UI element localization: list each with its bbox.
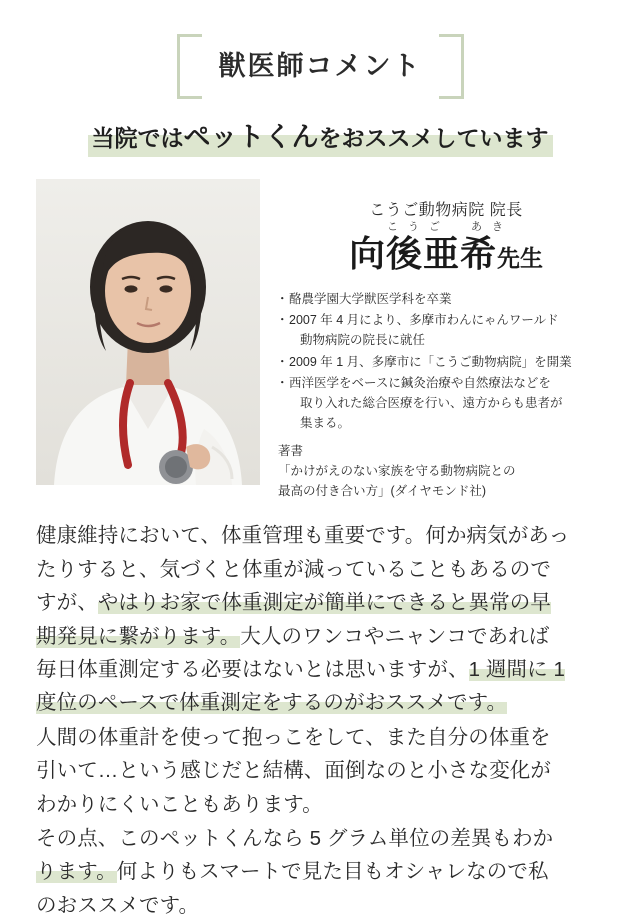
profile-section <box>0 179 640 501</box>
bio-item <box>278 310 614 351</box>
bracket-right-icon <box>439 34 464 99</box>
books-title-line2: 最高の付き合い方」(ダイヤモンド社) <box>278 484 487 499</box>
books-title-line1: 「かけがえのない家族を守る動物病院との <box>278 463 516 478</box>
subtitle-suffix: をおススメしています <box>318 125 549 151</box>
doctor-name-furigana: こうご あき <box>387 221 513 234</box>
doctor-portrait-illustration <box>36 179 260 485</box>
comment-body <box>0 519 640 922</box>
doctor-name-suffix: 先生 <box>497 245 543 272</box>
line: のおススメです。 <box>36 893 200 917</box>
bio-item <box>278 373 614 434</box>
subtitle-emphasis: ペットくん <box>183 122 319 152</box>
line: わかりにくいこともあります。 <box>36 792 323 816</box>
line-highlight: ります。 <box>36 860 117 884</box>
books-block <box>278 441 614 502</box>
line: 人間の体重計を使って抱っこをして、また自分の体重を <box>36 725 551 749</box>
page-title-text: 獣医師コメント <box>218 51 422 81</box>
paragraph-3 <box>36 822 606 922</box>
paragraph-2 <box>36 721 606 821</box>
subtitle-prefix: 当院では <box>91 125 184 151</box>
line-highlight: 度位のペースで体重測定をするのがおススメです。 <box>36 691 508 715</box>
doctor-bio <box>278 289 614 502</box>
line: たりすると、気づくと体重が減っていることもあるので <box>36 557 551 581</box>
line: 毎日体重測定する必要はないとは思いますが、 <box>36 657 469 681</box>
bio-item-text: 酪農学園大学獣医学科を卒業 <box>289 291 452 306</box>
bio-item-continuation: 取り入れた総合医療を行い、遠方からも患者が <box>300 396 563 411</box>
header <box>0 0 640 93</box>
bio-item-text: 西洋医学をベースに鍼灸治療や自然療法などを <box>289 375 551 390</box>
line: 引いて…という感じだと結構、面倒なのと小さな変化が <box>36 759 551 783</box>
doctor-name-text: 向後亜希 <box>348 233 497 275</box>
line: 大人のワンコやニャンコであれば <box>240 624 550 648</box>
clinic-role: こうご動物病院 院長 <box>369 202 523 220</box>
subtitle-row <box>0 119 640 157</box>
doctor-name <box>278 233 614 274</box>
line-highlight: やはりお家で体重測定が簡単にできると異常の早 <box>97 591 552 615</box>
bio-item-text: 2007 年 4 月により、多摩市わんにゃんワールド <box>289 313 559 328</box>
profile-text <box>260 179 614 501</box>
line: 健康維持において、体重管理も重要です。何か病気があっ <box>36 524 570 548</box>
bio-item-continuation: 動物病院の院長に就任 <box>300 333 426 348</box>
bracket-left-icon <box>177 34 202 99</box>
bio-item-text: 2009 年 1 月、多摩市に「こうご動物病院」を開業 <box>289 354 572 369</box>
page-title <box>171 34 470 93</box>
bio-item <box>278 352 614 372</box>
bio-item <box>278 289 614 309</box>
subtitle <box>88 119 553 157</box>
line-highlight: 1 週間に 1 <box>468 657 566 681</box>
doctor-photo <box>36 179 260 485</box>
line: すが、 <box>36 591 98 615</box>
doctor-name-row <box>278 222 614 274</box>
line-highlight: 期発見に繋がります。 <box>36 624 241 648</box>
line: 何よりもスマートで見た目もオシャレなので私 <box>116 860 549 884</box>
bio-item-continuation: 集まる。 <box>300 416 351 431</box>
line: その点、このペットくんなら 5 グラム単位の差異もわか <box>36 826 554 850</box>
books-label: 著書 <box>278 443 304 458</box>
paragraph-1 <box>36 519 606 719</box>
